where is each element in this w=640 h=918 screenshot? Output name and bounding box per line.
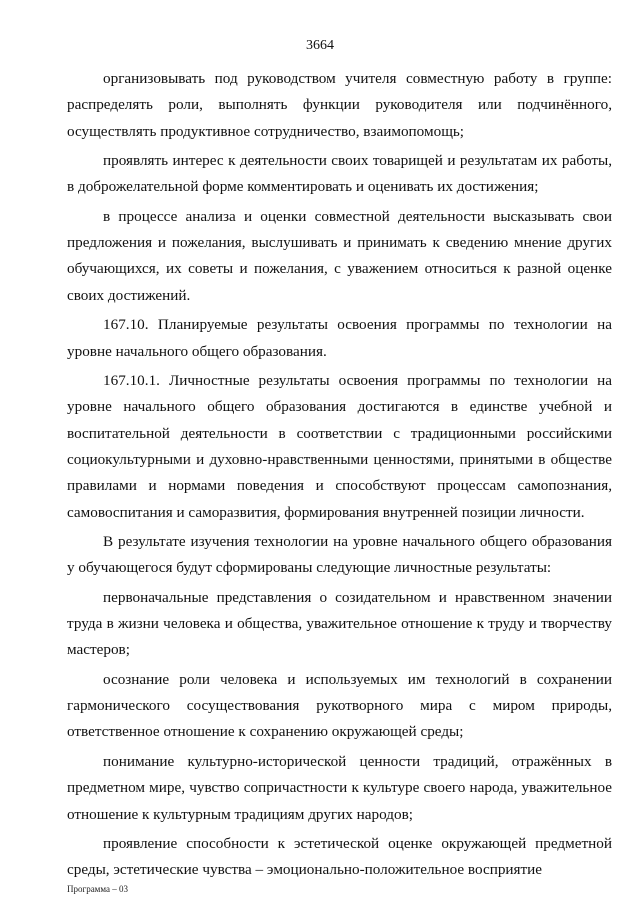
paragraph-interest-in-peers: проявлять интерес к деятельности своих товарищей и результатам их работы, в доброжелательной форме комментировать и оценивать их достижения; bbox=[67, 152, 612, 196]
paragraph-section-167-10: 167.10. Планируемые результаты освоения программы по технологии на уровне начального общего образования. bbox=[67, 316, 612, 360]
footer-program-label: Программа – 03 bbox=[67, 884, 129, 894]
paragraph-cultural-values: понимание культурно-исторической ценности традиций, отражённых в предметном мире, чувство сопричастности к культуре своего народа, уважительное отношение к культурным традициям других народов; bbox=[67, 752, 612, 823]
paragraph-personal-results-intro: В результате изучения технологии на уровне начального общего образования у обучающегося будут сформированы следующие личностные результаты: bbox=[67, 532, 612, 577]
paragraph-section-167-10-1: 167.10.1. Личностные результаты освоения программы по технологии на уровне начального общего образования достигаются в единстве учебной и воспитательной деятельности в соответствии с традиционными российскими социокультурными и духовно-нравственными ценностями, принятыми в обществе правилами и нормами поведения и способствуют процессам самопознания, самовоспитания и саморазвития, формирования внутренней позиции личности. bbox=[67, 372, 612, 521]
paragraph-labor-value: первоначальные представления о созидательном и нравственном значении труда в жизни человека и общества, уважительное отношение к труду и творчеству мастеров; bbox=[67, 588, 612, 659]
paragraph-analysis-evaluation: в процессе анализа и оценки совместной деятельности высказывать свои предложения и пожелания, выслушивать и принимать к сведению мнение других обучающихся, их советы и пожелания, с уважением относиться к разной оценке своих достижений. bbox=[67, 207, 612, 304]
paragraph-human-role: осознание роли человека и используемых им технологий в сохранении гармонического сосуществования рукотворного мира с миром природы, ответственное отношение к сохранению окружающей среды; bbox=[67, 670, 612, 741]
page-number: 3664 bbox=[306, 38, 334, 53]
page-body bbox=[67, 66, 612, 887]
paragraph-group-work: организовывать под руководством учителя совместную работу в группе: распределять роли, выполнять функции руководителя или подчинённого, осуществлять продуктивное сотрудничество, взаимопомощь; bbox=[67, 70, 612, 140]
paragraph-aesthetic-ability: проявление способности к эстетической оценке окружающей предметной среды, эстетические чувства – эмоционально-положительное восприятие bbox=[67, 835, 612, 879]
